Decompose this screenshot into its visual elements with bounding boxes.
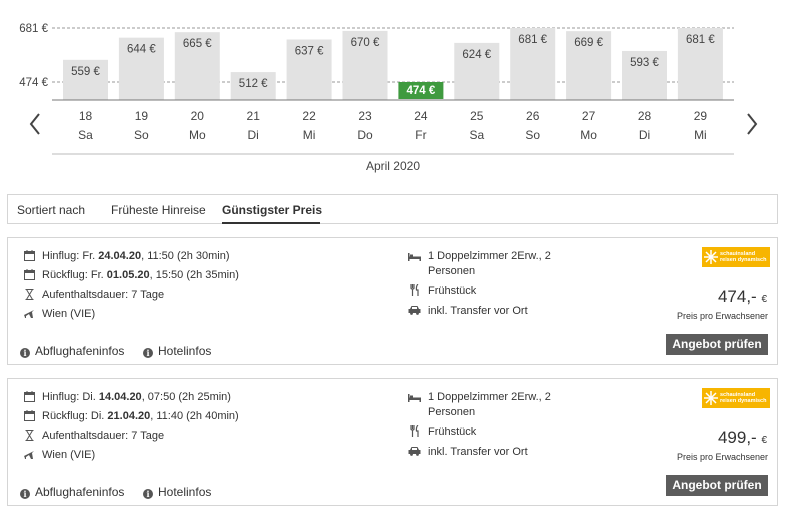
bed-icon [408, 253, 421, 261]
transfer-info: inkl. Transfer vor Ort [428, 305, 528, 317]
day-name: Mo [188, 128, 206, 142]
offer-price [718, 287, 767, 307]
sort-option-cheapest[interactable]: Günstigster Preis [222, 203, 323, 217]
outbound-prefix: Hinflug: Di. [42, 391, 99, 403]
day-number: 24 [414, 109, 428, 123]
day-name: Di [247, 128, 259, 142]
logo-line-1: schauinsland [720, 251, 756, 257]
info-icon: i [143, 348, 153, 358]
hotel-info-label: Hotelinfos [158, 344, 212, 358]
day-name: Mi [302, 128, 316, 142]
hourglass-icon [25, 289, 34, 300]
price-bar-20[interactable] [175, 32, 220, 142]
price-bar-label: 669 € [574, 37, 603, 50]
day-name: So [134, 128, 149, 142]
board-type: Frühstück [428, 285, 477, 297]
airplane-icon [23, 308, 35, 320]
offer-card [7, 237, 778, 365]
price-bar-21[interactable] [231, 72, 276, 142]
day-number: 28 [637, 109, 652, 123]
day-number: 22 [302, 109, 316, 123]
bed-icon [408, 394, 421, 402]
day-number: 19 [134, 109, 149, 123]
stay-duration: Aufenthaltsdauer: 7 Tage [42, 430, 165, 442]
calendar-icon [24, 269, 35, 280]
day-name: Do [357, 128, 373, 142]
check-offer-button[interactable]: Angebot prüfen [666, 334, 768, 355]
price-bar-label: 644 € [127, 43, 156, 56]
day-number: 18 [78, 109, 93, 123]
outbound-date: 14.04.20 [98, 391, 142, 403]
y-tick-min: 474 € [19, 77, 48, 89]
day-number: 25 [470, 109, 484, 123]
day-name: Di [638, 128, 651, 142]
return-date: 21.04.20 [107, 410, 151, 422]
outbound-flight [42, 390, 231, 404]
return-flight [42, 268, 239, 282]
return-prefix: Rückflug: Fr. [42, 269, 107, 281]
return-rest: , 11:40 (2h 40min) [150, 410, 239, 422]
sort-option-earliest[interactable]: Früheste Hinreise [111, 203, 206, 217]
price-amount: 474,- [717, 287, 757, 306]
day-name: Fr [415, 128, 427, 142]
price-currency: € [761, 435, 767, 446]
transfer-info: inkl. Transfer vor Ort [428, 446, 528, 458]
cutlery-icon [410, 284, 420, 296]
day-name: Mi [694, 128, 707, 142]
sort-bar [7, 194, 778, 224]
airport-info-label: Abflughafeninfos [35, 485, 125, 499]
day-name: Sa [469, 128, 485, 142]
logo-line-2: reisen dynamisch [720, 398, 767, 404]
price-bar-29[interactable] [678, 28, 723, 142]
price-bar-label: 559 € [71, 65, 100, 78]
return-rest: , 15:50 (2h 35min) [149, 269, 239, 281]
price-bar-label: 593 € [630, 56, 659, 69]
y-tick-max: 681 € [19, 23, 48, 35]
departure-airport: Wien (VIE) [42, 308, 96, 320]
calendar-icon [24, 410, 35, 421]
price-bar-23[interactable] [343, 31, 388, 142]
info-icon: i [143, 489, 153, 499]
return-flight [42, 409, 239, 423]
day-number: 26 [526, 109, 540, 123]
board-type: Frühstück [428, 426, 477, 438]
month-label: April 2020 [365, 159, 421, 173]
day-number: 20 [190, 109, 204, 123]
price-bar-18[interactable] [63, 60, 108, 142]
hotel-info-link[interactable] [143, 485, 211, 499]
offer-price [718, 428, 767, 448]
price-bar-24[interactable] [398, 82, 443, 142]
chevron-right-icon[interactable] [737, 108, 767, 140]
price-bar-26[interactable] [510, 28, 555, 142]
sort-active-indicator [222, 222, 320, 224]
car-icon [408, 305, 421, 315]
price-bar-28[interactable] [622, 51, 667, 142]
calendar-icon [24, 391, 35, 402]
info-icon: i [20, 348, 30, 358]
outbound-prefix: Hinflug: Fr. [42, 250, 99, 262]
outbound-flight [42, 249, 230, 263]
day-name: Sa [78, 128, 93, 142]
outbound-rest: , 11:50 (2h 30min) [141, 250, 230, 262]
airport-info-link[interactable] [20, 344, 124, 358]
day-number: 23 [358, 109, 372, 123]
hourglass-icon [25, 430, 34, 441]
price-bar-label: 624 € [462, 48, 492, 61]
check-offer-button[interactable]: Angebot prüfen [666, 475, 768, 496]
hotel-info-label: Hotelinfos [158, 485, 212, 499]
return-prefix: Rückflug: Di. [42, 410, 108, 422]
departure-airport: Wien (VIE) [42, 449, 96, 461]
stay-duration: Aufenthaltsdauer: 7 Tage [42, 289, 165, 301]
tour-operator-logo [702, 388, 770, 408]
chevron-left-icon[interactable] [20, 108, 50, 140]
price-bar-label: 665 € [182, 38, 212, 51]
day-number: 21 [246, 109, 260, 123]
price-bar-label: 512 € [238, 78, 268, 91]
price-bar-label: 670 € [350, 36, 380, 49]
price-bar-27[interactable] [566, 31, 611, 142]
sun-icon [702, 388, 720, 408]
return-date: 01.05.20 [106, 269, 150, 281]
info-icon: i [20, 489, 30, 499]
price-bar-label: 681 € [686, 34, 715, 46]
price-note: Preis pro Erwachsener [676, 311, 768, 321]
outbound-rest: , 07:50 (2h 25min) [141, 391, 231, 403]
price-bar-25[interactable] [454, 43, 499, 142]
car-icon [408, 446, 421, 456]
day-name: So [525, 128, 541, 142]
bars-group [63, 28, 723, 142]
calendar-icon [24, 250, 35, 261]
hotel-info-link[interactable] [143, 344, 211, 358]
tour-operator-logo [702, 247, 770, 267]
airport-info-link[interactable] [20, 485, 124, 499]
price-calendar-chart [0, 0, 788, 180]
price-bar-19[interactable] [119, 38, 164, 142]
price-bar-label: 637 € [294, 45, 324, 58]
price-bar-label: 681 € [518, 34, 548, 46]
airport-info-label: Abflughafeninfos [35, 344, 125, 358]
price-bar-22[interactable] [287, 39, 332, 142]
day-name: Mo [580, 128, 597, 142]
day-number: 29 [693, 109, 708, 123]
price-bar-label: 474 € [406, 85, 436, 97]
sun-icon [702, 247, 720, 267]
day-number: 27 [581, 109, 596, 123]
room-type: 1 Doppelzimmer 2Erw., 2 Personen [428, 250, 551, 277]
price-amount: 499,- [717, 428, 757, 447]
outbound-date: 24.04.20 [98, 250, 142, 262]
airplane-icon [23, 449, 35, 461]
sort-label: Sortiert nach [17, 203, 86, 217]
price-currency: € [761, 294, 767, 305]
offer-card [7, 378, 778, 506]
logo-line-1: schauinsland [720, 392, 756, 398]
cutlery-icon [410, 425, 420, 437]
logo-line-2: reisen dynamisch [720, 257, 767, 263]
price-note: Preis pro Erwachsener [676, 452, 768, 462]
room-type: 1 Doppelzimmer 2Erw., 2 Personen [428, 391, 551, 418]
